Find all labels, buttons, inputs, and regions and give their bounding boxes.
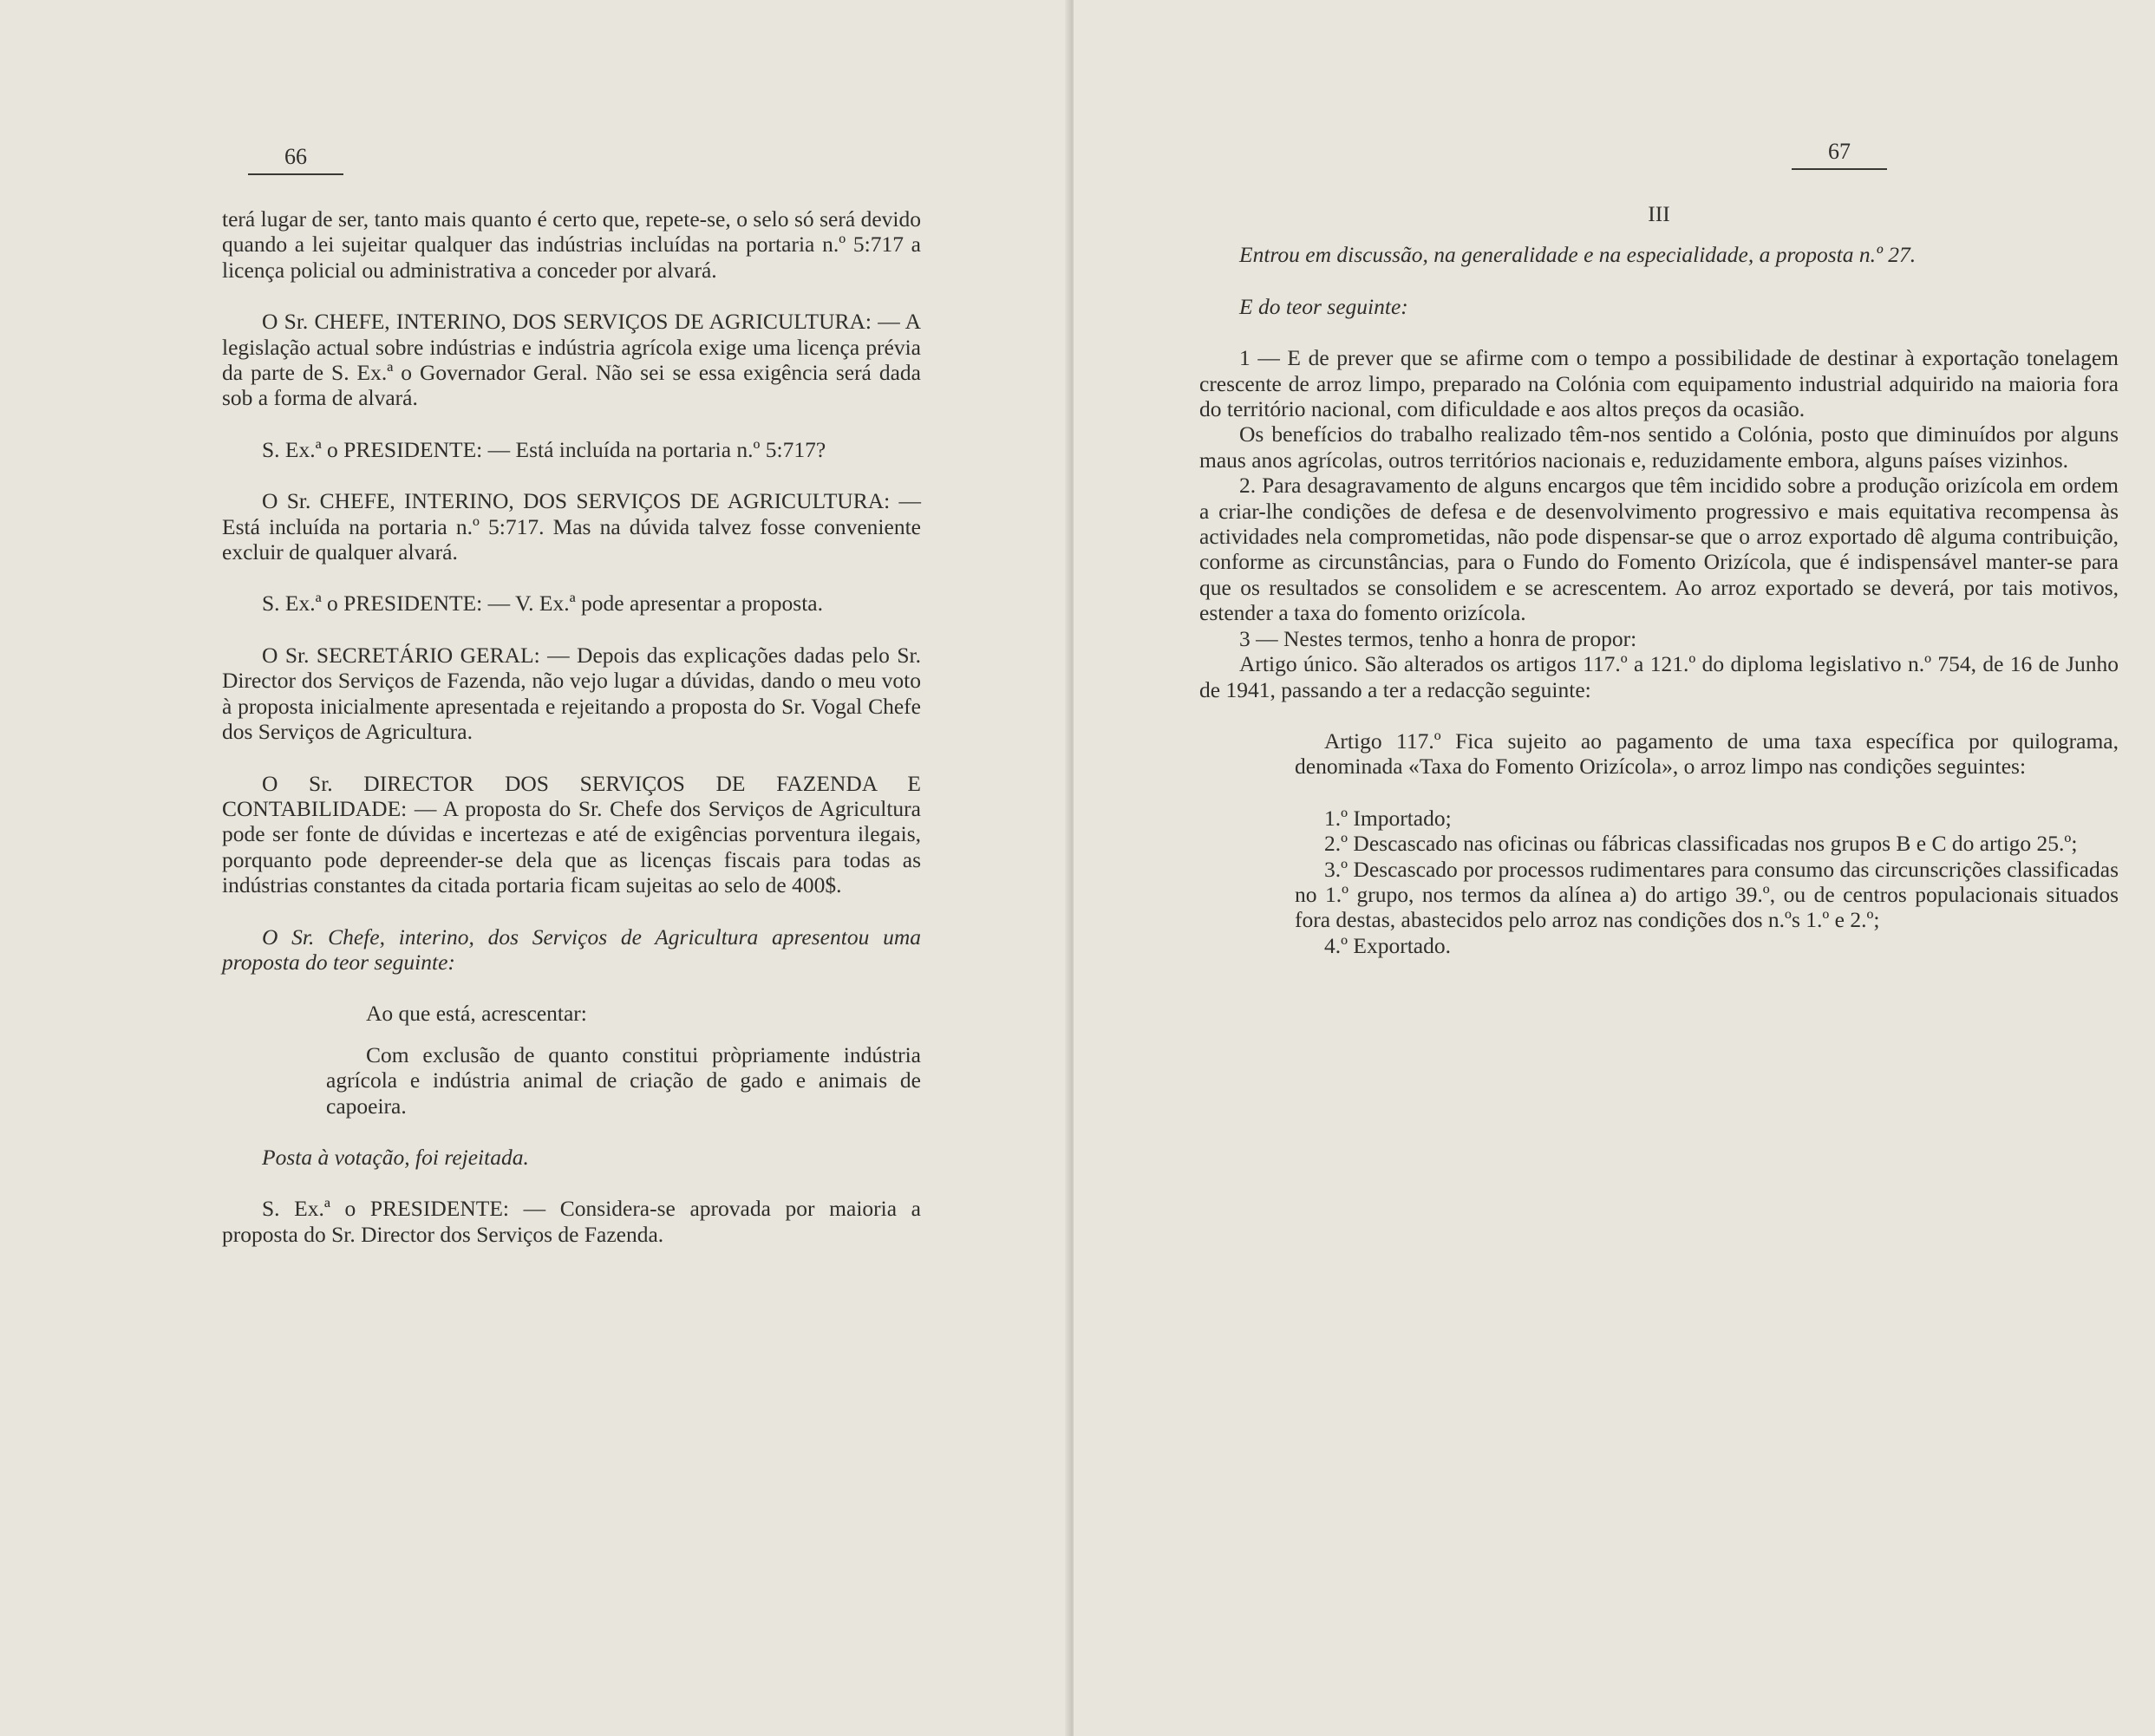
paragraph: O Sr. CHEFE, INTERINO, DOS SERVIÇOS DE AGRICULTURA: — Está incluída na portaria n.º 5:717. Mas na dúvida talvez fosse conveniente excluir de qualquer alvará. [222,488,921,565]
page-number-right: 67 [1792,139,1887,170]
article-item: 3.º Descascado por processos rudimentares para consumo das circunscrições classificadas no 1.º grupo, nos termos da alínea a) do artigo 39.º, ou de centros populacionais situados fora destas, abastecidos pelo arroz nas condições dos n.ºs 1.º e 2.º; [1295,856,2119,933]
paragraph: S. Ex.ª o PRESIDENTE: — Considera-se aprovada por maioria a proposta do Sr. Director dos Serviços de Fazenda. [222,1196,921,1247]
article-block [1295,728,2119,958]
article-text: Artigo 117.º Fica sujeito ao pagamento de uma taxa específica por quilograma, denominada «Taxa do Fomento Orizícola», o arroz limpo nas condições seguintes: [1295,728,2119,780]
paragraph: terá lugar de ser, tanto mais quanto é certo que, repete-se, o selo só será devido quando a lei sujeitar qualquer das indústrias incluídas na portaria n.º 5:717 a licença policial ou administrativa a conceder por alvará. [222,206,921,283]
left-text-column [222,206,921,1247]
section-heading: III [1648,201,1670,226]
article-item: 4.º Exportado. [1324,932,1452,958]
paragraph-italic: O Sr. Chefe, interino, dos Serviços de Agricultura apresentou uma proposta do teor seguinte: [222,923,921,975]
paragraph: 1 — E de prever que se afirme com o tempo a possibilidade de destinar à exportação tonelagem crescente de arroz limpo, preparado na Colónia com equipamento industrial adquirido na maioria fora do território nacional, com dificuldade e aos altos preços da ocasião. [1199,345,2119,422]
paragraph: O Sr. DIRECTOR DOS SERVIÇOS DE FAZENDA E CONTABILIDADE: — A proposta do Sr. Chefe dos Serviços de Agricultura pode ser fonte de dúvidas e incertezas e até de exigências porventura ilegais, porquanto pode depreender-se dela que as licenças fiscais para todas as indústrias constantes da citada portaria ficam sujeitas ao selo de 400$. [222,770,921,898]
paragraph: Os benefícios do trabalho realizado têm-nos sentido a Colónia, posto que diminuídos por alguns maus anos agrícolas, outros territórios nacionais e, reduzidamente embora, alguns países vizinhos. [1199,421,2119,473]
right-page [1074,0,2155,1736]
paragraph: O Sr. SECRETÁRIO GERAL: — Depois das explicações dadas pelo Sr. Director dos Serviços de Fazenda, não vejo lugar a dúvidas, dando o meu voto à proposta inicialmente apresentada e rejeitando a proposta do Sr. Vogal Chefe dos Serviços de Agricultura. [222,642,921,745]
article-item: 2.º Descascado nas oficinas ou fábricas classificadas nos grupos B e C do artigo 25.º; [1324,831,2078,857]
article-item: 1.º Importado; [1324,805,1452,831]
left-page [0,0,1068,1736]
paragraph: O Sr. CHEFE, INTERINO, DOS SERVIÇOS DE AGRICULTURA: — A legislação actual sobre indústrias e indústria agrícola exige uma licença prévia da parte de S. Ex.ª o Governador Geral. Não sei se essa exigência será dada sob a forma de alvará. [222,309,921,411]
paragraph: Artigo único. São alterados os artigos 117.º a 121.º do diploma legislativo n.º 754, de 16 de Junho de 1941, passando a ter a redacção seguinte: [1199,651,2119,702]
quote-line: Com exclusão de quanto constitui pròpriamente indústria agrícola e indústria animal de criação de gado e animais de capoeira. [326,1041,921,1119]
intro-italic: Entrou em discussão, na generalidade e na especialidade, a proposta n.º 27. [1239,242,1917,268]
paragraph: 2. Para desagravamento de alguns encargos que têm incidido sobre a produção orizícola em ordem a criar-lhe condições de defesa e de desenvolvimento progressivo e mais equitativa recompensa às actividades nela comprometidas, não pode dispensar-se que o arroz exportado dê alguma contribuição, conforme as circunstâncias, para o Fundo do Fomento Orizícola, que é indispensável manter-se para que os resultados se consolidem e se acrescentem. Ao arroz exportado se deverá, por tais motivos, estender a taxa do fomento orizícola. [1199,473,2119,626]
proposal-quote [326,1001,921,1119]
intro-italic: E do teor seguinte: [1239,293,1408,319]
vote-result: Posta à votação, foi rejeitada. [262,1144,529,1170]
page-number-left: 66 [248,144,343,175]
paragraph: S. Ex.ª o PRESIDENTE: — V. Ex.ª pode apresentar a proposta. [262,591,824,617]
right-text-column [1199,201,2119,958]
quote-line: Ao que está, acrescentar: [366,1001,587,1027]
paragraph: S. Ex.ª o PRESIDENTE: — Está incluída na portaria n.º 5:717? [262,436,826,462]
paragraph: 3 — Nestes termos, tenho a honra de propor: [1239,625,1637,651]
